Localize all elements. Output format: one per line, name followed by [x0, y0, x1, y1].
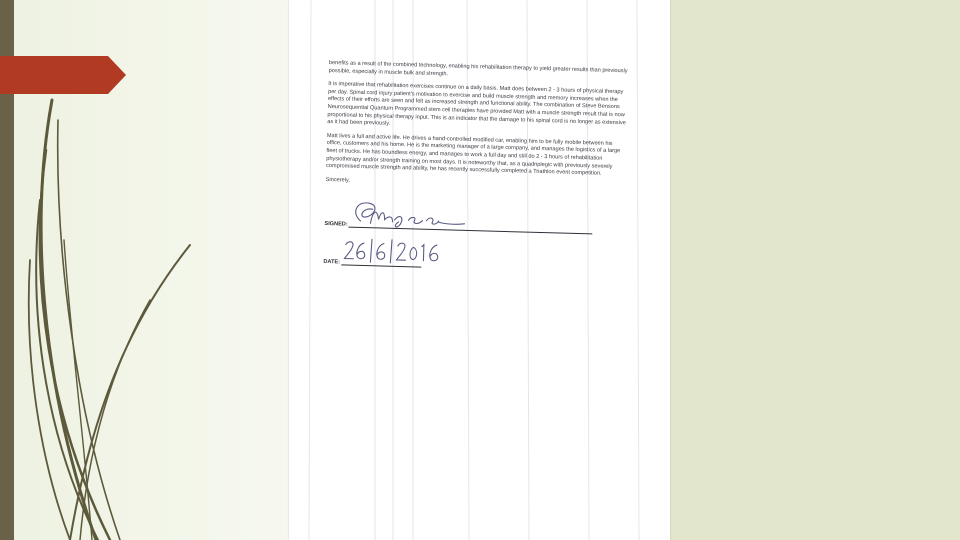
signed-label: SIGNED: — [324, 220, 348, 228]
letter-paragraph-2: It is imperative that rehabilitation exercises continue on a daily basis. Matt does between 2 - 3 hours of physical therapy per day. Spinal cord injury patient's motivation to exercise and build muscle strength and memory increases when the effects of their efforts are seen and felt as increased strength and functional ability. The combination of Steve Bensons Neurosequential Quantum Programmed stem cell therapies have provided Matt with a muscle strength result that is now proportional to his physical therapy input. This is an indicator that the damage to his spinal cord is no longer as extensive as it had been previously. — [327, 81, 626, 127]
handwritten-signature — [346, 197, 467, 234]
grass-decoration — [0, 0, 300, 540]
letter-paragraph-3: Matt lives a full and active life. He drives a hand-controlled modified car, enabling him to be fully mobile between his office, customers and his home. He is the marketing manager of a large company, and manages the logistics of a large fleet of trucks. He has boundless energy, and manages to work a full day and still do 2 - 3 hours of rehabilitation physiotherapy and/or strength training on most days. It is noteworthy that, as a quadriplegic with previously severely compromised muscle strength and ability, he has recently successfully completed a Triathlon event competition. — [325, 132, 621, 177]
signature-row — [324, 202, 625, 238]
slide-right-panel — [670, 0, 960, 540]
date-label: DATE: — [323, 258, 341, 266]
handwritten-date — [341, 237, 442, 268]
letter-closing: Sincerely, — [325, 176, 350, 184]
letter-paragraph-1: benefits as a result of the combined technology, enabling his rehabilitation therapy to yield greater results than previously possible, especially in muscle bulk and strength. — [328, 60, 628, 77]
scanned-letter-page — [289, 0, 670, 540]
letter-body — [323, 60, 629, 277]
